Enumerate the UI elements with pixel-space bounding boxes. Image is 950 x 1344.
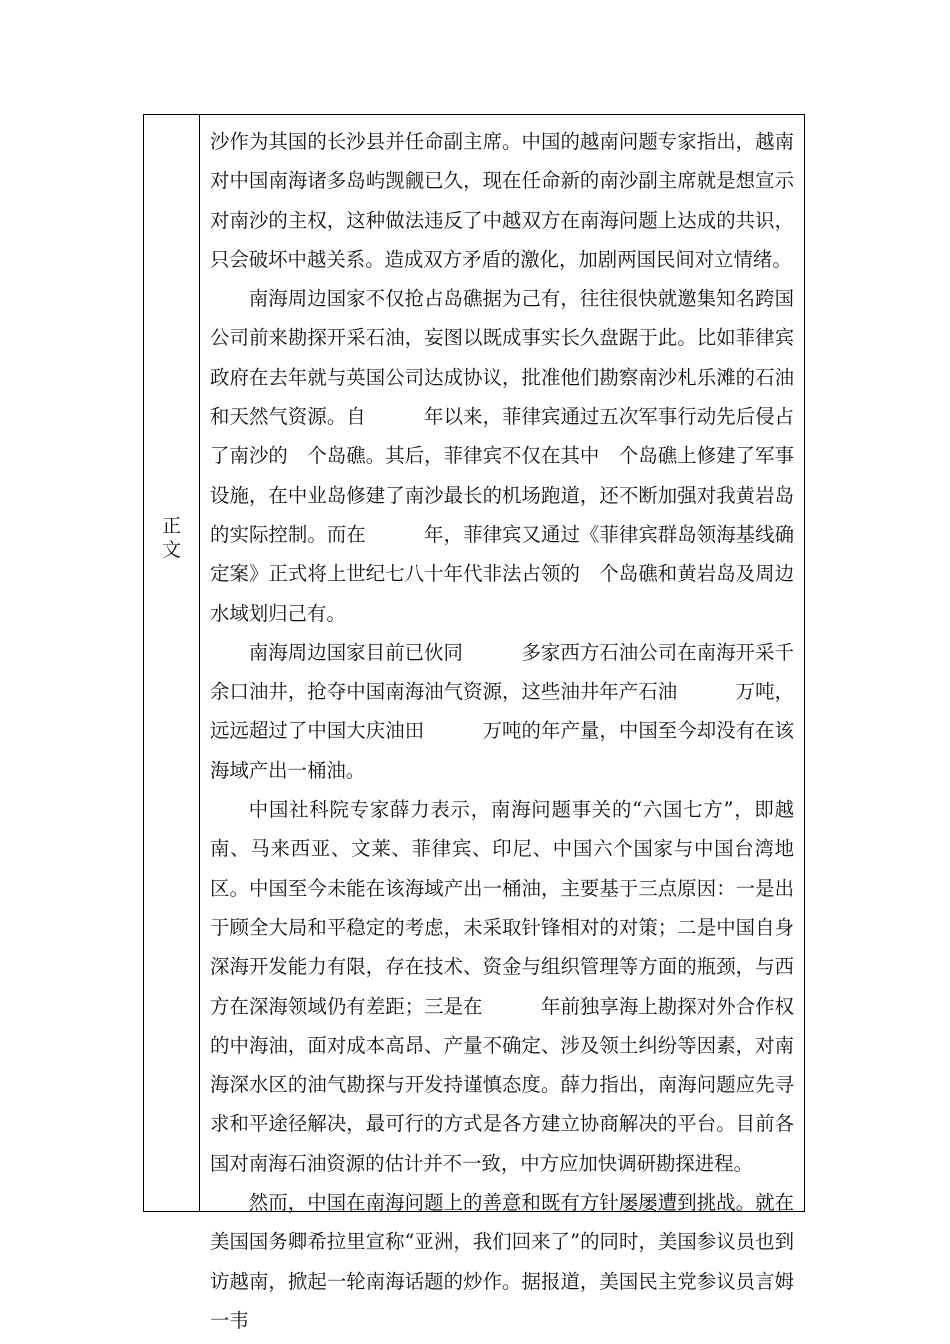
paragraph: 南海周边国家目前已伙同 多家西方石油公司在南海开采千余口油井，抢夺中国南海油气资源，这些油井年产石油 万吨，远远超过了中国大庆油田 万吨的年产量，中国至今却没有在该海域产出一桶油。: [210, 640, 794, 782]
body-text: [210, 122, 794, 1340]
document-table: [143, 114, 805, 1332]
label-column: [144, 115, 200, 1211]
paragraph: 南海周边国家不仅抢占岛礁据为己有，往往很快就邀集知名跨国公司前来勘探开采石油，妄图以既成事实长久盘踞于此。比如菲律宾政府在去年就与英国公司达成协议，批准他们勘察南沙札乐滩的石油和天然气资源。自 年以来，菲律宾通过五次军事行动先后侵占了南沙的 个岛礁。其后，菲律宾不仅在其中 个岛礁上修建了军事设施，在中业岛修建了南沙最长的机场跑道，还不断加强对我黄岩岛的实际控制。而在 年，菲律宾又通过《菲律宾群岛领海基线确定案》正式将上世纪七八十年代非法占领的 个岛礁和黄岩岛及周边水域划归己有。: [210, 287, 794, 625]
section-label: 正文: [162, 515, 182, 561]
paragraph: 然而，中国在南海问题上的善意和既有方针屡屡遭到挑战。就在美国国务卿希拉里宣称“亚洲，我们回来了”的同时，美国参议员也到访越南，掀起一轮南海话题的炒作。据报道，美国民主党参议员言姆一韦: [210, 1191, 794, 1332]
paragraph: 沙作为其国的长沙县并任命副主席。中国的越南问题专家指出，越南对中国南海诸多岛屿觊觎已久，现在任命新的南沙副主席就是想宣示对南沙的主权，这种做法违反了中越双方在南海问题上达成的共识，只会破坏中越关系。造成双方矛盾的激化，加剧两国民间对立情绪。: [210, 130, 794, 271]
content-column: [200, 115, 804, 1332]
paragraph: 中国社科院专家薛力表示，南海问题事关的“六国七方”，即越南、马来西亚、文莱、菲律宾、印尼、中国六个国家与中国台湾地区。中国至今未能在该海域产出一桶油，主要基于三点原因：一是出于顾全大局和平稳定的考虑，未采取针锋相对的对策；二是中国自身深海开发能力有限，存在技术、资金与组织管理等方面的瓶颈，与西方在深海领域仍有差距；三是在 年前独享海上勘探对外合作权的中海油，面对成本高昂、产量不确定、涉及领土纠纷等因素，对南海深水区的油气勘探与开发持谨慎态度。薛力指出，南海问题应先寻求和平途径解决，最可行的方式是各方建立协商解决的平台。目前各国对南海石油资源的估计并不一致，中方应加快调研勘探进程。: [210, 798, 794, 1175]
